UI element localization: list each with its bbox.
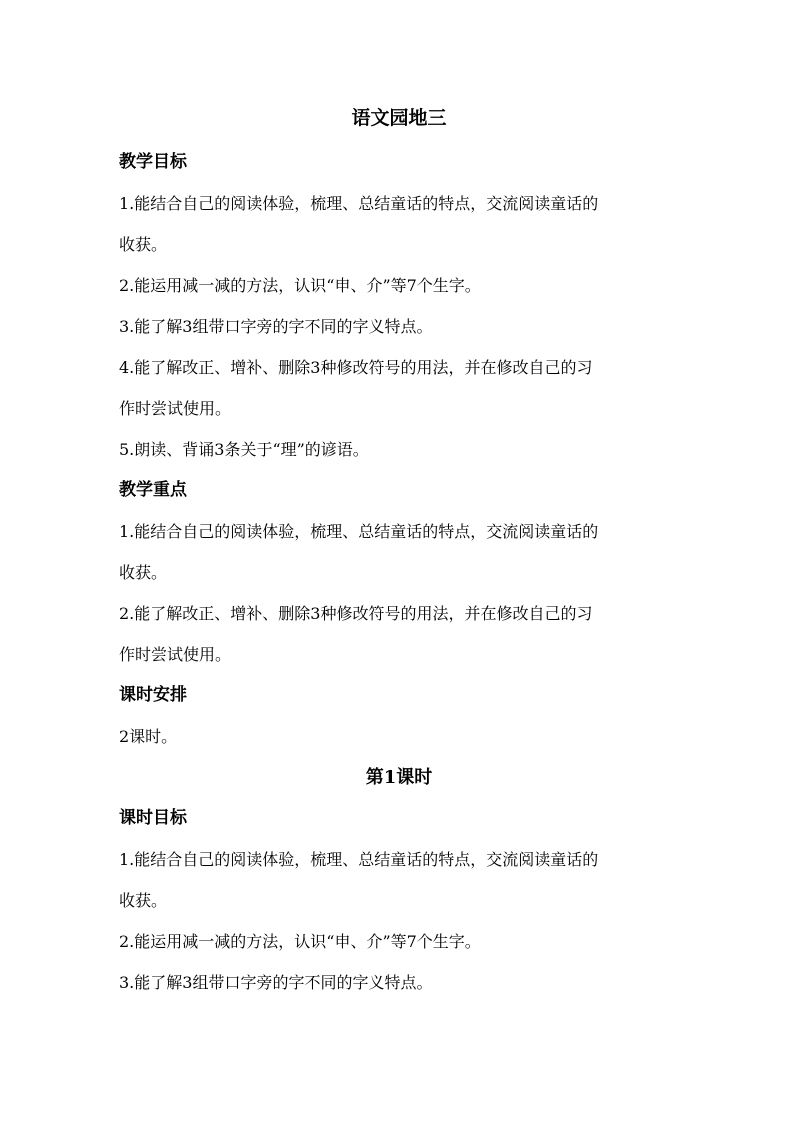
section-heading: 教学重点 — [119, 480, 187, 500]
text-line: 2课时。 — [119, 727, 178, 746]
text-line: 4.能了解改正、增补、删除3种修改符号的用法，并在修改自己的习 — [119, 358, 593, 377]
text-line: 3.能了解3组带口字旁的字不同的字义特点。 — [119, 973, 433, 992]
text-line: 1.能结合自己的阅读体验，梳理、总结童话的特点，交流阅读童话的 — [119, 850, 599, 869]
section-lesson-1 — [119, 757, 679, 1003]
section-teaching-goals — [119, 142, 679, 470]
text-line: 2.能了解改正、增补、删除3种修改符号的用法，并在修改自己的习 — [119, 604, 593, 623]
text-line: 收获。 — [119, 563, 168, 582]
section-schedule — [119, 675, 679, 757]
text-line: 收获。 — [119, 235, 168, 254]
lesson-title: 第1课时 — [365, 767, 433, 788]
text-line: 2.能运用减一减的方法，认识“申、介”等7个生字。 — [119, 932, 481, 951]
text-line: 作时尝试使用。 — [119, 645, 232, 664]
text-line: 3.能了解3组带口字旁的字不同的字义特点。 — [119, 317, 433, 336]
text-line: 1.能结合自己的阅读体验，梳理、总结童话的特点，交流阅读童话的 — [119, 522, 599, 541]
section-heading: 教学目标 — [119, 152, 187, 172]
text-line: 作时尝试使用。 — [119, 399, 232, 418]
section-heading: 课时安排 — [119, 685, 187, 705]
text-line: 收获。 — [119, 891, 168, 910]
text-line: 5.朗读、背诵3条关于“理”的谚语。 — [119, 440, 369, 459]
text-line: 2.能运用减一减的方法，认识“申、介”等7个生字。 — [119, 276, 481, 295]
section-heading: 课时目标 — [119, 808, 187, 828]
document-content — [119, 100, 679, 1003]
text-line: 1.能结合自己的阅读体验，梳理、总结童话的特点，交流阅读童话的 — [119, 194, 599, 213]
document-title: 语文园地三 — [351, 107, 447, 129]
section-teaching-focus — [119, 470, 679, 675]
